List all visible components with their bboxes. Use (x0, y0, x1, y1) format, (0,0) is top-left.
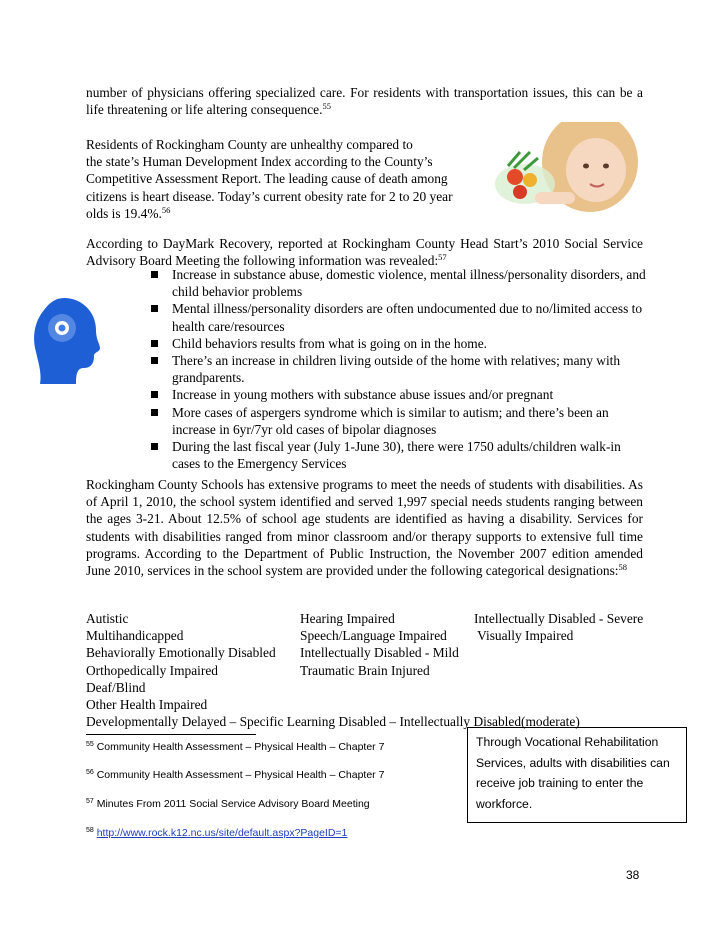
list-item: During the last fiscal year (July 1-June 30), there were 1750 adults/children walk-in cases to the Emergency Services (148, 438, 648, 472)
list-item: More cases of aspergers syndrome which is similar to autism; and there’s been an increase in 6yr/7yr old cases of bipolar diagnoses (148, 404, 648, 438)
category-item: Behaviorally Emotionally Disabled (86, 645, 276, 661)
footnote-ref-55[interactable]: 55 (322, 101, 331, 112)
head-silhouette-icon (30, 296, 102, 386)
child-with-vegetables-photo (490, 122, 640, 214)
category-item: Hearing Impaired (300, 611, 395, 626)
schools-paragraph: Rockingham County Schools has extensive programs to meet the needs of students with disabilities. As of April 1, 2010, the school system identified and served 1,997 special needs students ranging between the ages 3-21. About 12.5% of school age students are identified as having a disability. Services for students with disabilities ranged from minor classroom and/or therapy supports to extensive full time programs. According to the Department of Public Instruction, the November 2007 edition amended June 2010, services in the school system are provided under the following categorical designations:$^{58}$ (86, 477, 643, 579)
page-number: 38 (626, 868, 640, 882)
footnote-divider (86, 734, 256, 735)
footnote-ref-56[interactable]: 56 (161, 204, 171, 215)
health-paragraph: Residents of Rockingham County are unhealthy compared to the state’s Human Development Index according to the County’s Competitive Assessment Report. The leading cause of death among citizens is heart disease. Today’s current obesity rate for 2 to 20 year olds is 19.4%.$^{56}$ (86, 137, 453, 221)
intro-paragraph: number of physicians offering specialized care. For residents with transportation issues, this can be a life threatening or life altering consequence.$^{55}$ (86, 85, 643, 118)
findings-list (148, 266, 648, 472)
list-item: Child behaviors results from what is going on in the home. (148, 335, 648, 352)
category-item: Intellectually Disabled - Severe (474, 611, 644, 626)
footnote-57: $^{57}$ Minutes From 2011 Social Service Advisory Board Meeting (86, 798, 370, 810)
category-item: Intellectually Disabled - Mild (300, 645, 459, 661)
list-item: Increase in substance abuse, domestic violence, mental illness/personality disorders, and child behavior problems (148, 266, 648, 300)
vocational-rehab-callout (467, 727, 687, 823)
daymark-paragraph: According to DayMark Recovery, reported at Rockingham County Head Start’s 2010 Social Service Advisory Board Meeting the following information was revealed:$^{57}$ (86, 236, 643, 269)
list-item: There’s an increase in children living outside of the home with relatives; many with grandparents. (148, 352, 648, 386)
category-item: Orthopedically Impaired (86, 662, 218, 678)
category-item: Other Health Impaired (86, 696, 208, 712)
footnote-56: $^{56}$ Community Health Assessment – Physical Health – Chapter 7 (86, 769, 385, 781)
callout-line: Services, adults with disabilities can (476, 755, 670, 770)
disability-categories (86, 610, 646, 730)
category-item: Deaf/Blind (86, 679, 146, 695)
footnote-ref-57[interactable]: 57 (438, 252, 447, 263)
footnote-link[interactable]: http://www.rock.k12.nc.us/site/default.aspx?PageID=1 (96, 827, 348, 839)
category-item: Multihandicapped (86, 628, 184, 644)
category-item: Traumatic Brain Injured (300, 662, 430, 678)
callout-line: Through Vocational Rehabilitation (476, 735, 659, 749)
category-item: Autistic (86, 611, 129, 626)
list-item: Mental illness/personality disorders are often undocumented due to no/limited access to health care/resources (148, 300, 648, 334)
footnote-55: $^{55}$ Community Health Assessment – Physical Health – Chapter 7 (86, 741, 385, 753)
category-item-last-line: Developmentally Delayed – Specific Learning Disabled – Intellectually Disabled(moderate) (86, 714, 580, 730)
footnote-ref-58[interactable]: 58 (618, 562, 628, 573)
category-item: Visually Impaired (474, 628, 574, 644)
callout-line: receive job training to enter the (476, 776, 644, 790)
list-item: Increase in young mothers with substance abuse issues and/or pregnant (148, 386, 648, 403)
category-item: Speech/Language Impaired (300, 628, 447, 644)
footnote-58: $^{58}$ http://www.rock.k12.nc.us/site/default.aspx?PageID=1 (86, 827, 348, 839)
callout-line: workforce. (476, 796, 533, 811)
